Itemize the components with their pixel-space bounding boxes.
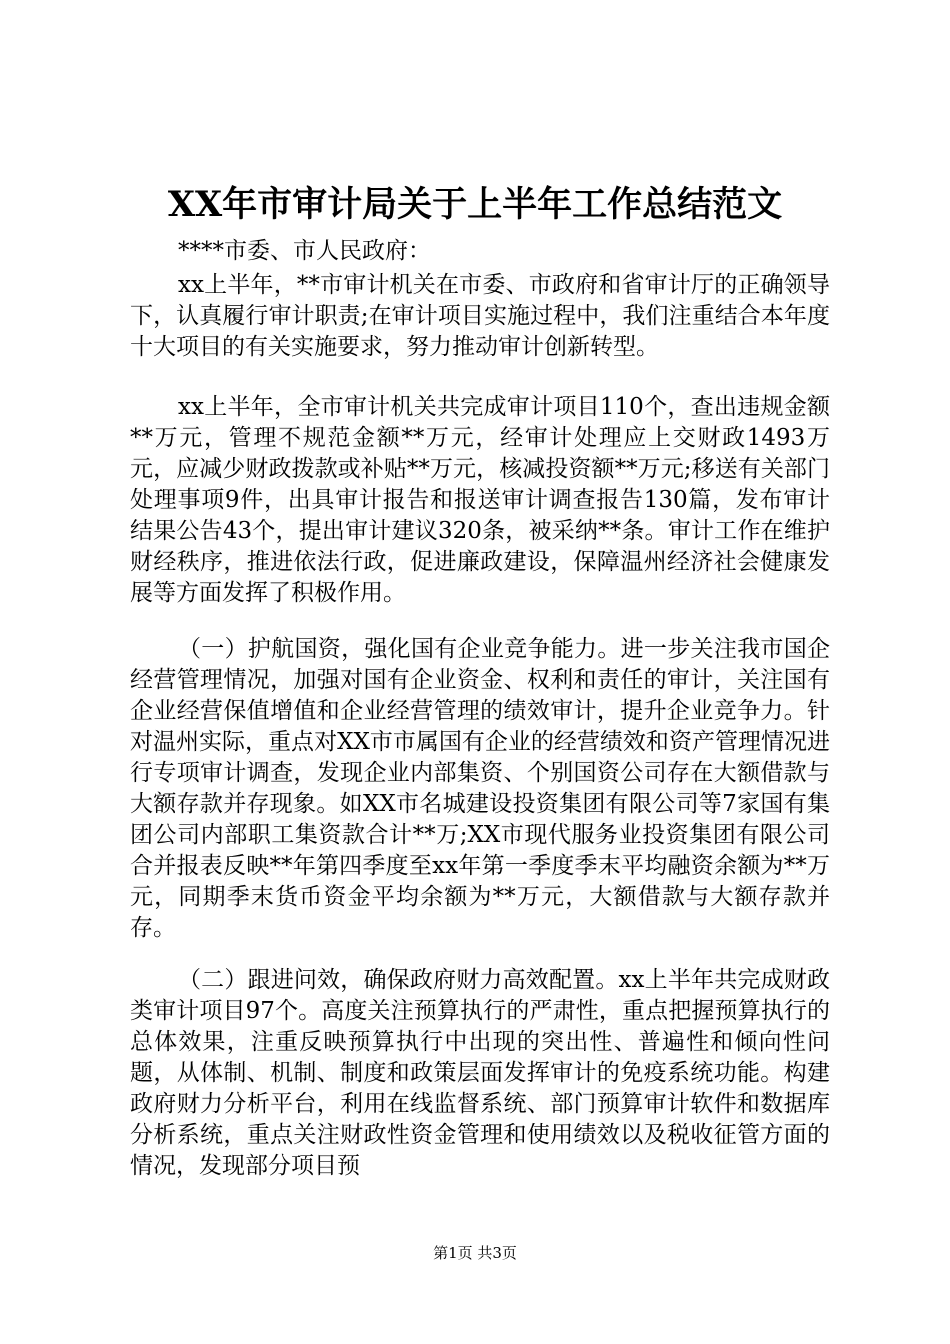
- salutation: [130, 236, 830, 267]
- paragraph-intro: xx上半年，**市审计机关在市委、市政府和省审计厅的正确领导下，认真履行审计职责;在审计项目实施过程中，我们注重结合本年度十大项目的有关实施要求，努力推动审计创新转型。: [130, 272, 830, 360]
- paragraph-summary: xx上半年，全市审计机关共完成审计项目110个，查出违规金额**万元，管理不规范金额**万元，经审计处理应上交财政1493万元，应减少财政拨款或补贴**万元，核减投资额**万元;移送有关部门处理事项9件，出具审计报告和报送审计调查报告130篇，发布审计结果公告43个，提出审计建议320条，被采纳**条。审计工作在维护财经秩序，推进依法行政，促进廉政建设，保障温州经济社会健康发展等方面发挥了积极作用。: [130, 394, 830, 606]
- document-title: XX年市审计局关于上半年工作总结范文: [167, 184, 783, 225]
- paragraph-section-one: （一）护航国资，强化国有企业竞争能力。进一步关注我市国企经营管理情况，加强对国有企业资金、权利和责任的审计，关注国有企业经营保值增值和企业经营管理的绩效审计，提升企业竞争力。针对温州实际，重点对XX市市属国有企业的经营绩效和资产管理情况进行专项审计调查，发现企业内部集资、个别国资公司存在大额借款与大额存款并存现象。如XX市名城建设投资集团有限公司等7家国有集团公司内部职工集资款合计**万;XX市现代服务业投资集团有限公司合并报表反映**年第四季度至xx年第一季度季末平均融资余额为**万元，同期季末货币资金平均余额为**万元，大额借款与大额存款并存。: [130, 636, 830, 941]
- page-footer: 第1页 共3页: [433, 1244, 517, 1262]
- paragraph-section-two: （二）跟进问效，确保政府财力高效配置。xx上半年共完成财政类审计项目97个。高度关注预算执行的严肃性，重点把握预算执行的总体效果，注重反映预算执行中出现的突出性、普遍性和倾向性问题，从体制、机制、制度和政策层面发挥审计的免疫系统功能。构建政府财力分析平台，利用在线监督系统、部门预算审计软件和数据库分析系统，重点关注财政性资金管理和使用绩效以及税收征管方面的情况，发现部分项目预: [130, 967, 830, 1179]
- salutation-text: ****市委、市人民政府：: [178, 238, 431, 264]
